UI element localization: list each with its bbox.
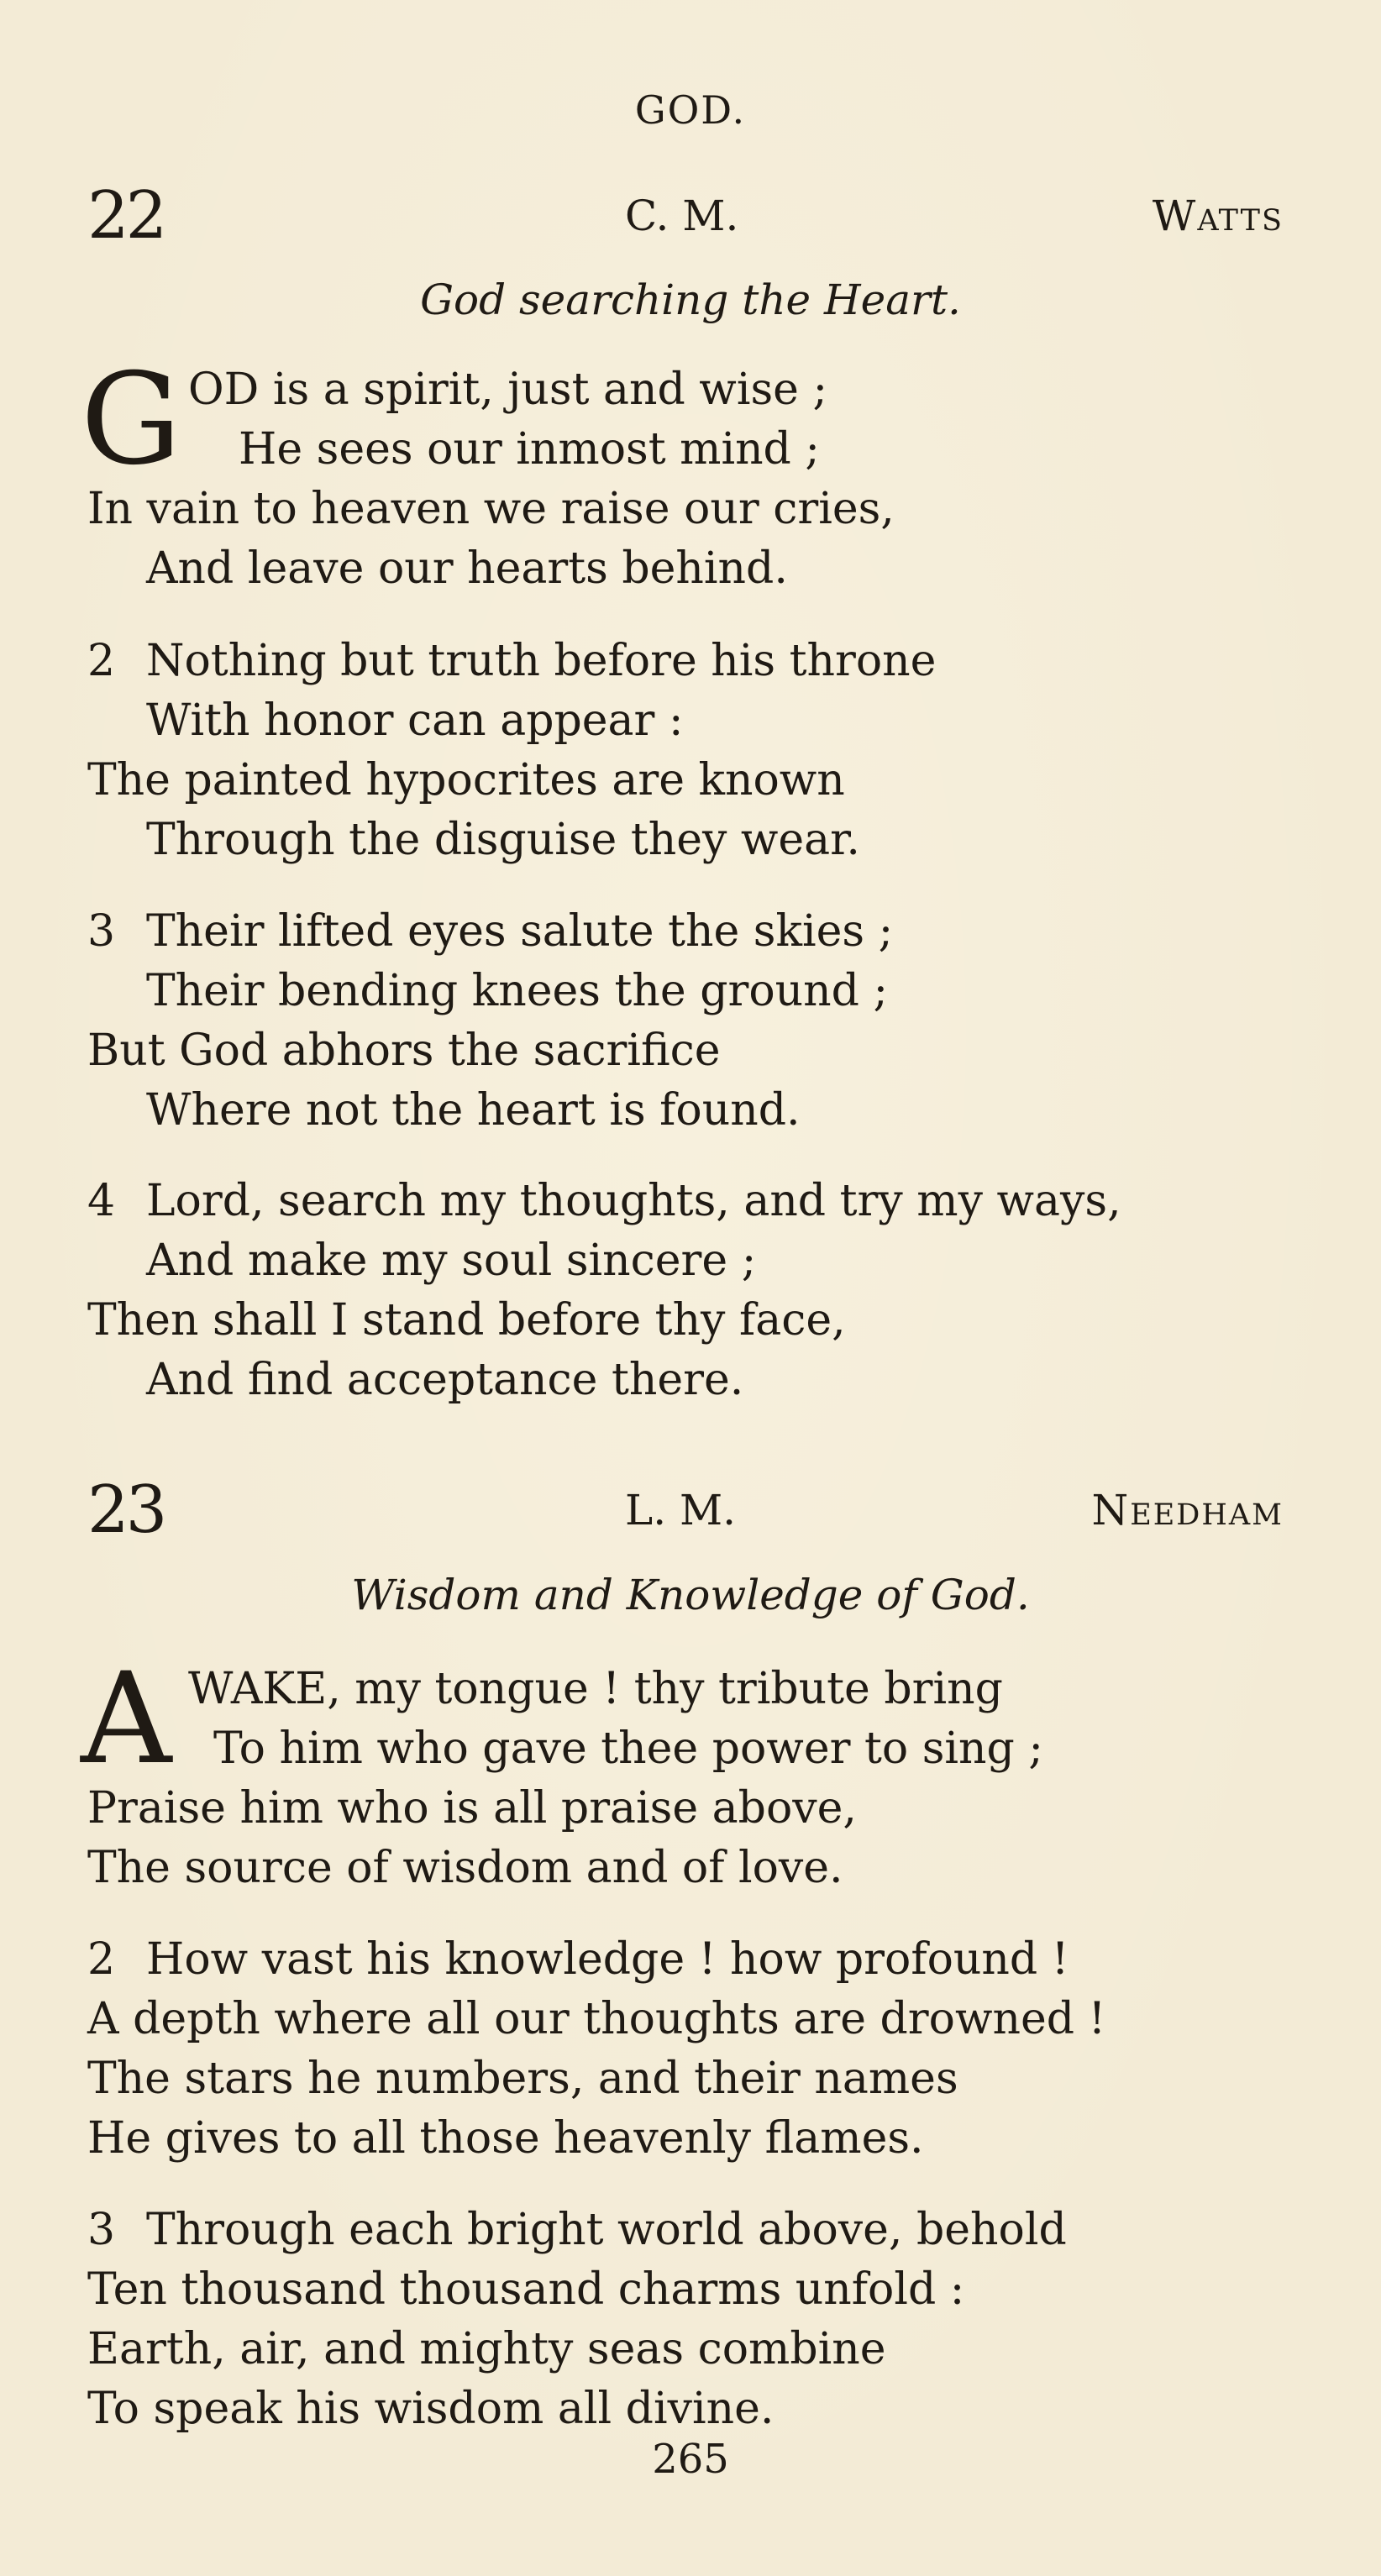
stanza-1 (81, 347, 1314, 599)
verse-line: The painted hypocrites are known (87, 755, 845, 805)
page-number: 265 (652, 2436, 729, 2483)
verse-line: Through the disguise they wear. (146, 815, 860, 865)
verse-line: He gives to all those heavenly flames. (87, 2113, 924, 2164)
hymn-22-header (87, 178, 1284, 254)
hymn-number: 22 (87, 178, 165, 254)
hymn-number: 23 (87, 1472, 165, 1548)
hymn-subject: Wisdom and Knowledge of God. (351, 1571, 1030, 1619)
verse-text: Through each bright world above, behold (146, 2205, 1067, 2255)
hymn-meter: C. M. (625, 191, 739, 240)
hymn-subject: God searching the Heart. (420, 275, 961, 324)
verse-line (87, 902, 1314, 962)
drop-cap: G (81, 347, 181, 493)
verse-line: But God abhors the sacrifice (87, 1026, 721, 1076)
verse-text: Their lifted eyes salute the skies ; (146, 906, 894, 957)
stanza-number: 2 (87, 1934, 116, 1985)
stanza-4 (87, 1172, 1314, 1410)
hymn-23-header (87, 1472, 1284, 1548)
verse-line: Then shall I stand before thy face, (87, 1295, 846, 1346)
verse-line: WAKE, my tongue ! thy tribute bring (188, 1664, 1003, 1714)
verse-line: And make my soul sincere ; (146, 1236, 757, 1286)
running-head: GOD. (634, 87, 747, 133)
verse-line (87, 1172, 1314, 1231)
verse-line: The source of wisdom and of love. (87, 1843, 843, 1893)
verse-line: To speak his wisdom all divine. (87, 2384, 775, 2434)
verse-text: Nothing but truth before his throne (146, 636, 937, 686)
stanza-number: 3 (87, 2205, 116, 2255)
hymn-meter: L. M. (625, 1486, 737, 1535)
stanza-3 (87, 902, 1314, 1141)
verse-line: With honor can appear : (146, 695, 684, 746)
hymn-tune: Watts (1152, 191, 1284, 240)
verse-line: Their bending knees the ground ; (146, 966, 888, 1016)
verse-line: In vain to heaven we raise our cries, (87, 484, 895, 534)
stanza-number: 3 (87, 906, 116, 957)
stanza-number: 4 (87, 1176, 116, 1226)
verse-line: Where not the heart is found. (146, 1085, 801, 1136)
verse-line: Ten thousand thousand charms unfold : (87, 2264, 965, 2315)
verse-line (87, 1930, 1314, 1990)
verse-text: How vast his knowledge ! how profound ! (146, 1934, 1069, 1985)
drop-cap: A (81, 1646, 172, 1792)
verse-line: OD is a spirit, just and wise ; (188, 365, 827, 415)
verse-line: He sees our inmost mind ; (239, 424, 820, 475)
stanza-number: 2 (87, 636, 116, 686)
hymn-tune: Needham (1091, 1486, 1284, 1535)
verse-line: A depth where all our thoughts are drowned ! (87, 1994, 1106, 2044)
stanza-3 (87, 2201, 1314, 2439)
verse-line: To him who gave thee power to sing ; (213, 1723, 1043, 1774)
verse-line: Praise him who is all praise above, (87, 1783, 857, 1834)
verse-line: The stars he numbers, and their names (87, 2054, 958, 2104)
verse-line (87, 2201, 1314, 2260)
verse-line (87, 632, 1314, 691)
stanza-2 (87, 632, 1314, 870)
verse-line: And leave our hearts behind. (146, 543, 788, 594)
stanza-1 (81, 1646, 1314, 1898)
stanza-2 (87, 1930, 1314, 2169)
verse-line: Earth, air, and mighty seas combine (87, 2324, 886, 2374)
verse-line: And find acceptance there. (146, 1355, 744, 1405)
verse-text: Lord, search my thoughts, and try my ways, (146, 1176, 1121, 1226)
